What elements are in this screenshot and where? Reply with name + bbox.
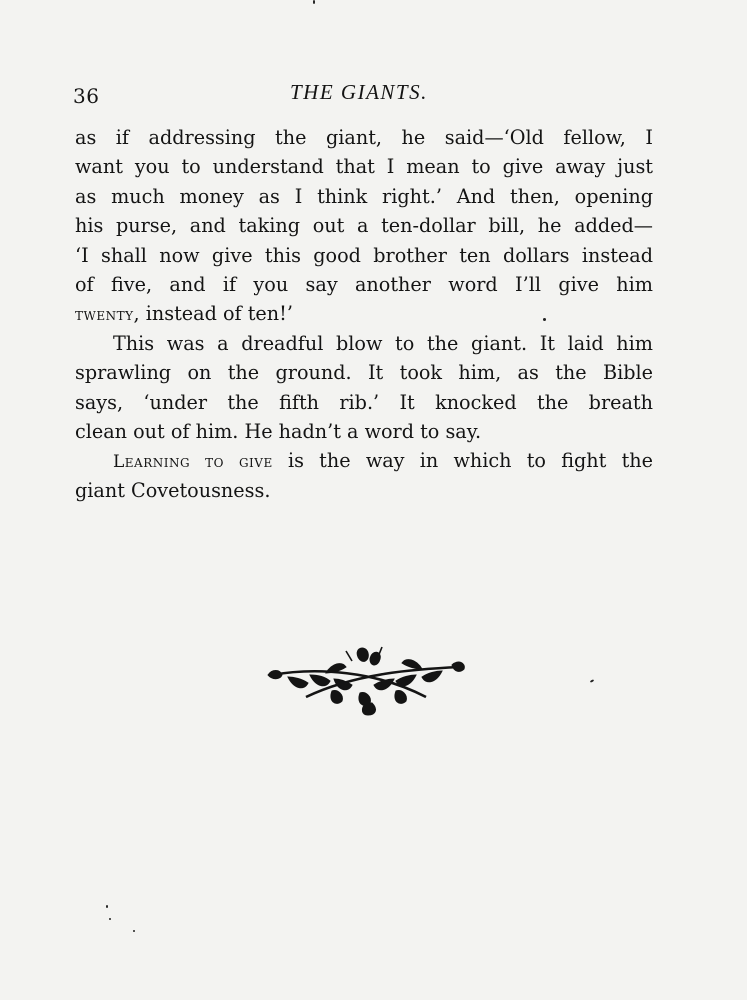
text-fragment: is the way in which to fight the [272,449,653,473]
body-text [75,123,653,505]
floral-vignette-icon [266,645,466,717]
emphasis-smallcaps: twenty [75,305,134,326]
text-line: clean out of him. He hadn’t a word to say. [75,419,482,443]
text-line: says, ‘under the fifth rib.’ It knocked the breath [75,390,653,414]
text-line: his purse, and taking out a ten-dollar bill, he added— [75,214,653,238]
text-line: of five, and if you say another word I’ll give him [75,272,653,296]
text-line: sprawling on the ground. It took him, as the Bible [75,361,653,385]
text-line: as if addressing the giant, he said—‘Old fellow, I [75,126,653,149]
emphasis-smallcaps: Learning to give [113,452,273,473]
print-speck [106,905,108,908]
print-speck [313,0,315,4]
print-speck [543,318,546,321]
print-speck [109,918,111,920]
text-fragment: , instead of ten!’ [133,302,293,326]
print-speck [133,930,135,932]
text-line: want you to understand that I mean to give away just [75,155,653,179]
text-line: This was a dreadful blow to the giant. It laid him [113,331,653,355]
text-line [75,446,653,475]
print-speck [590,679,594,683]
text-line: ‘I shall now give this good brother ten dollars instead [75,243,653,267]
text-line: as much money as I think right.’ And then, opening [75,184,653,208]
text-line: giant Covetousness. [75,478,271,502]
text-line [75,299,653,328]
running-head: THE GIANTS. [290,80,428,104]
page-number: 36 [73,84,100,108]
